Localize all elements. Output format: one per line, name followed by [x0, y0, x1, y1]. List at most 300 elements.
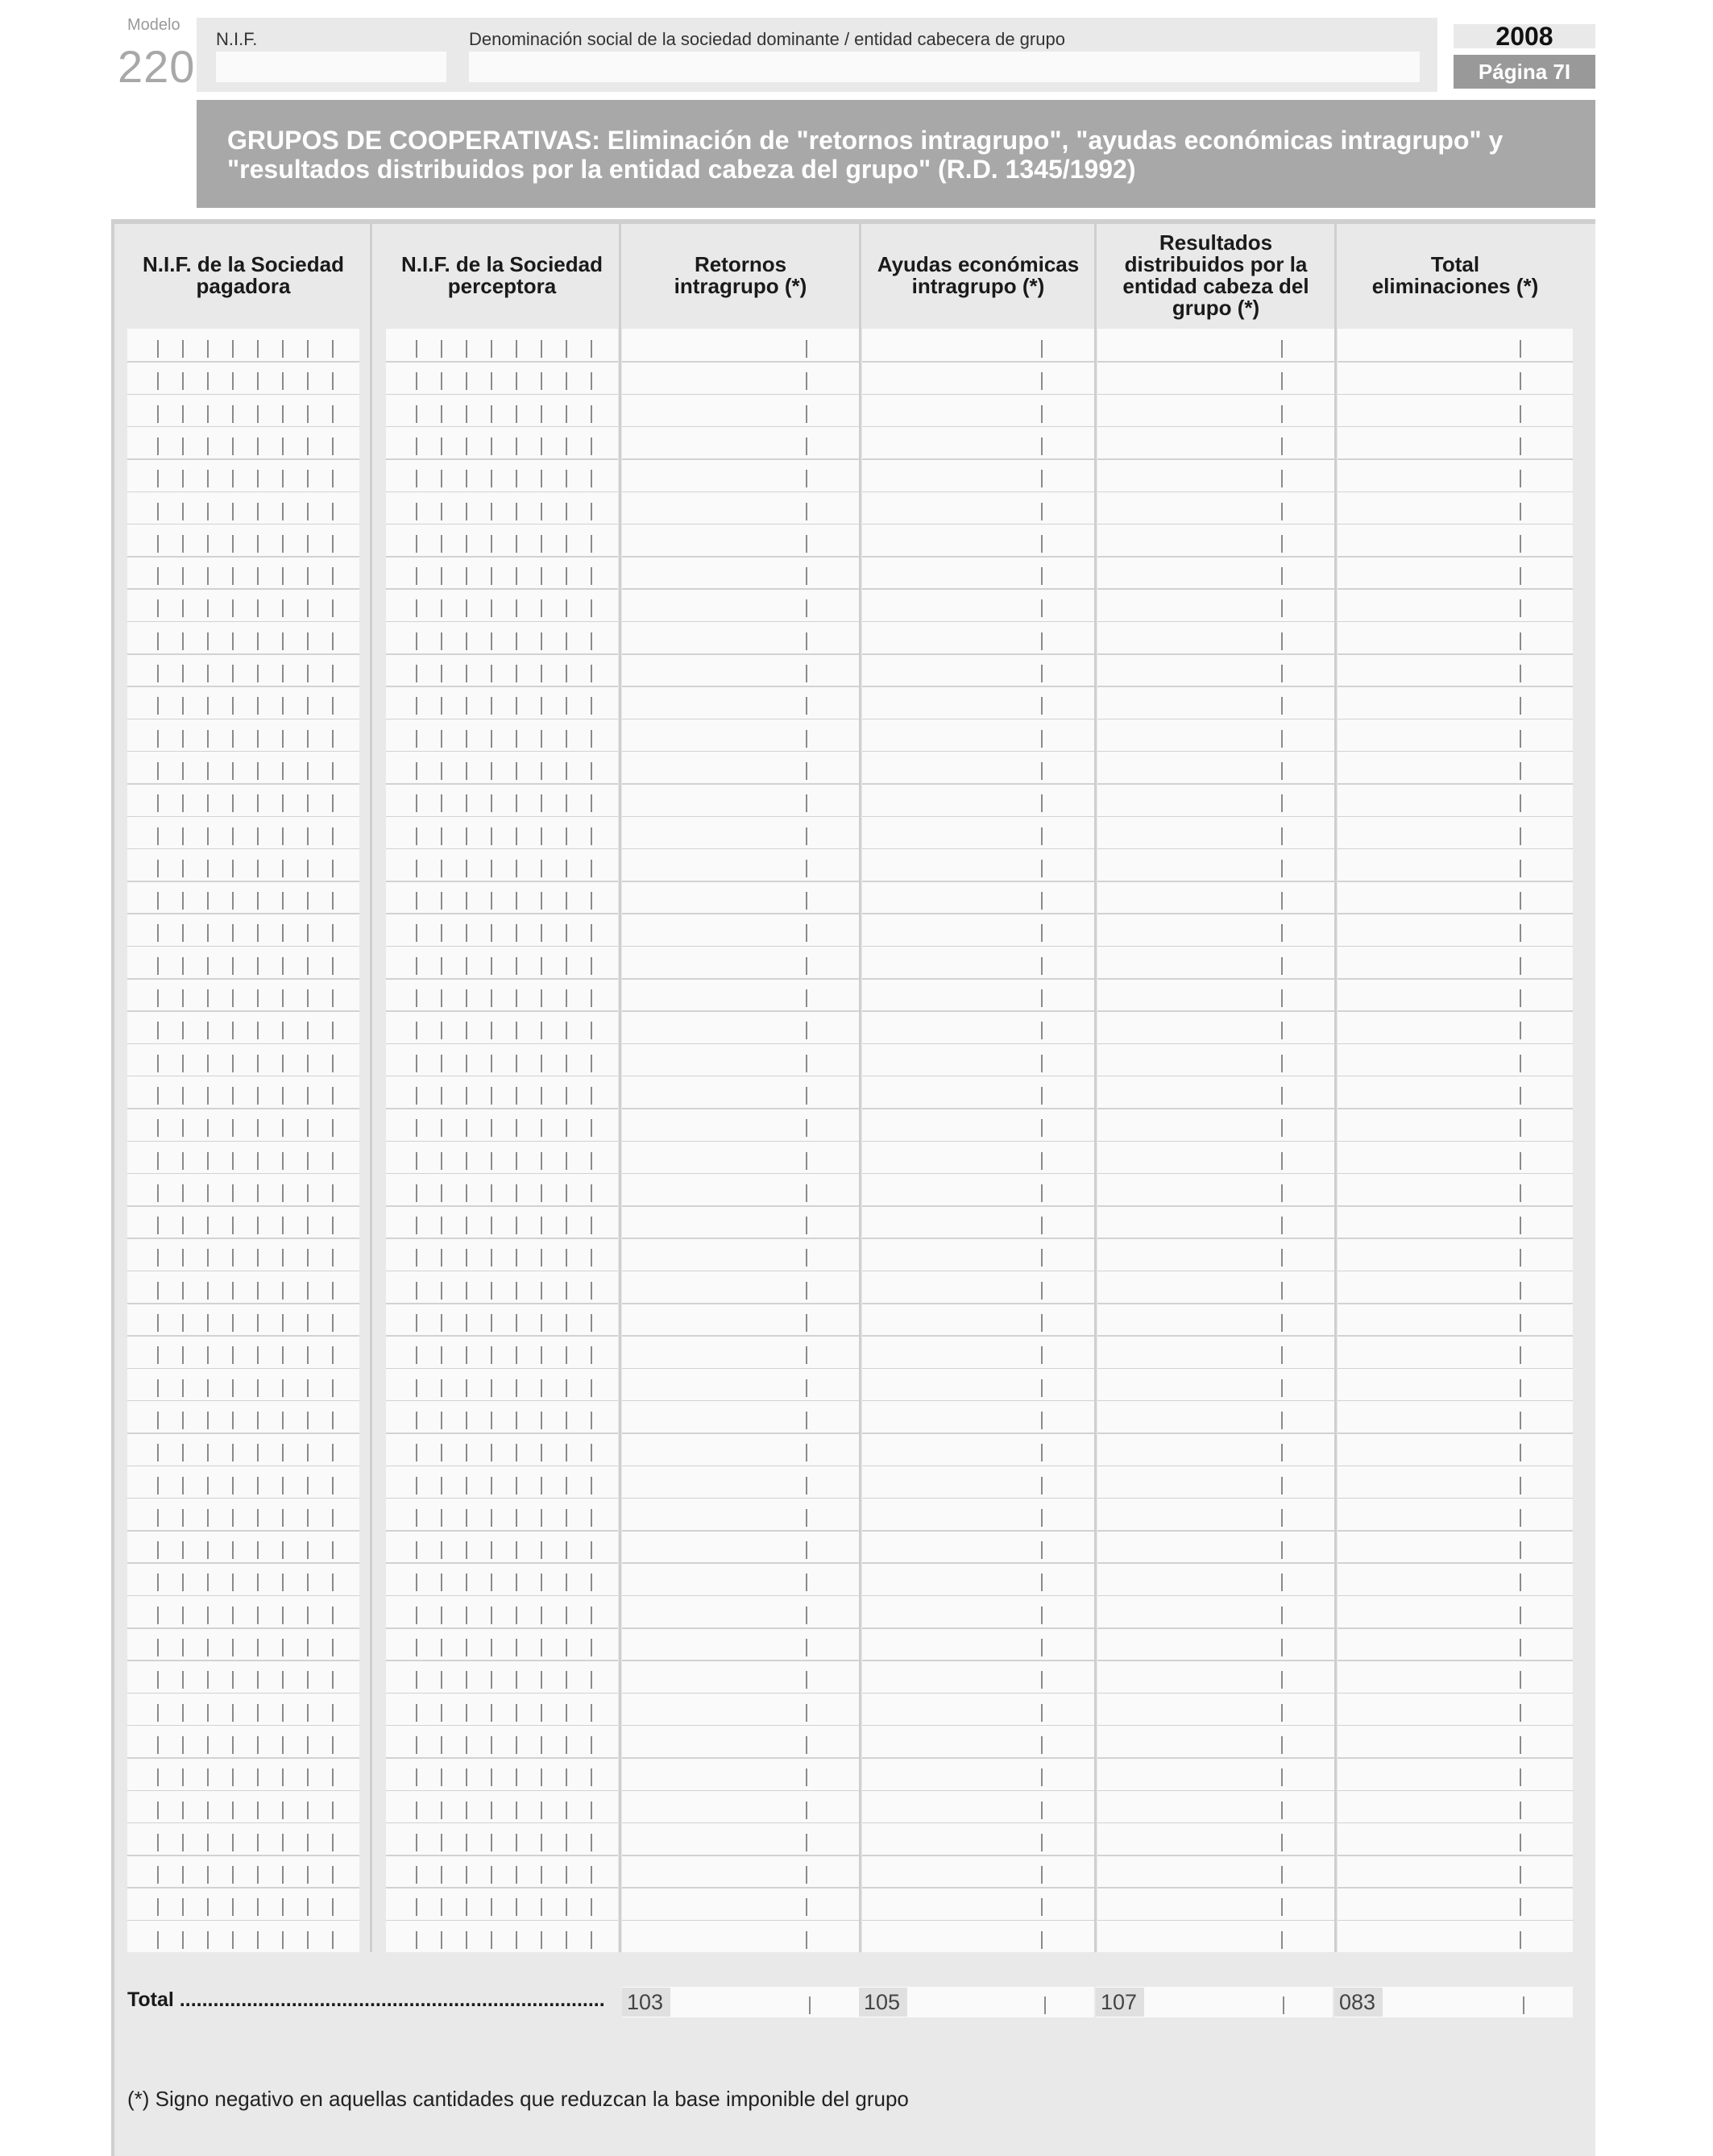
- digit-separator: [307, 860, 309, 877]
- digit-separator: [257, 1217, 259, 1234]
- digit-separator: [232, 762, 234, 780]
- row-divider: [1338, 1530, 1573, 1532]
- row-divider: [862, 1790, 1094, 1792]
- digit-separator: [516, 437, 517, 455]
- digit-separator: [282, 794, 284, 812]
- digit-separator: [516, 730, 517, 748]
- row-divider: [386, 1790, 618, 1792]
- digit-separator: [491, 437, 492, 455]
- digit-separator: [182, 1184, 184, 1202]
- digit-separator: [282, 503, 284, 520]
- decimal-separator: [806, 1671, 807, 1689]
- decimal-separator: [806, 535, 807, 553]
- decimal-separator: [1041, 730, 1043, 748]
- decimal-separator: [806, 762, 807, 780]
- digit-separator: [491, 372, 492, 390]
- digit-separator: [441, 599, 442, 617]
- decimal-separator: [806, 1217, 807, 1234]
- digit-separator: [182, 1573, 184, 1591]
- digit-separator: [491, 1152, 492, 1170]
- digit-separator: [282, 762, 284, 780]
- row-divider: [622, 1725, 859, 1727]
- digit-separator: [257, 1541, 259, 1559]
- digit-separator: [441, 1866, 442, 1884]
- row-divider: [862, 1238, 1094, 1239]
- digit-separator: [257, 1152, 259, 1170]
- digit-separator: [441, 535, 442, 553]
- digit-separator: [566, 860, 567, 877]
- digit-separator: [591, 1802, 592, 1819]
- digit-separator: [441, 632, 442, 650]
- digit-separator: [591, 1055, 592, 1072]
- row-divider: [622, 1757, 859, 1759]
- row-divider: [622, 361, 859, 363]
- digit-separator: [416, 535, 417, 553]
- row-divider: [1338, 556, 1573, 558]
- decimal-separator: [1041, 1736, 1043, 1754]
- digit-separator: [257, 794, 259, 812]
- digit-separator: [157, 1119, 159, 1137]
- digit-separator: [232, 1022, 234, 1039]
- digit-separator: [591, 405, 592, 423]
- modelo-number: 220: [118, 41, 196, 92]
- digit-separator: [566, 340, 567, 358]
- row-divider: [622, 653, 859, 655]
- digit-separator: [182, 1607, 184, 1624]
- decimal-separator: [1520, 1282, 1521, 1300]
- digit-separator: [232, 1898, 234, 1916]
- digit-separator: [441, 827, 442, 845]
- digit-separator: [257, 1055, 259, 1072]
- digit-separator: [416, 1671, 417, 1689]
- digit-separator: [466, 827, 467, 845]
- row-divider: [127, 556, 359, 558]
- digit-separator: [282, 989, 284, 1007]
- digit-separator: [516, 827, 517, 845]
- digit-separator: [591, 1282, 592, 1300]
- digit-separator: [591, 1931, 592, 1949]
- digit-separator: [441, 1704, 442, 1722]
- digit-separator: [441, 470, 442, 487]
- digit-separator: [307, 1607, 309, 1624]
- digit-separator: [541, 665, 542, 682]
- digit-separator: [541, 794, 542, 812]
- row-divider: [1097, 1790, 1334, 1792]
- digit-separator: [516, 1119, 517, 1137]
- digit-separator: [182, 1379, 184, 1397]
- digit-separator: [441, 1282, 442, 1300]
- digit-separator: [157, 697, 159, 715]
- digit-separator: [282, 1087, 284, 1105]
- digit-separator: [157, 665, 159, 682]
- row-divider: [1338, 1335, 1573, 1337]
- digit-separator: [182, 1022, 184, 1039]
- row-divider: [1338, 686, 1573, 687]
- digit-separator: [441, 1184, 442, 1202]
- row-divider: [1097, 1335, 1334, 1337]
- digit-separator: [466, 892, 467, 910]
- decimal-separator: [1041, 1249, 1043, 1267]
- digit-separator: [541, 1509, 542, 1527]
- digit-separator: [566, 632, 567, 650]
- digit-separator: [516, 1412, 517, 1429]
- decimal-separator: [1281, 1898, 1283, 1916]
- decimal-separator: [806, 860, 807, 877]
- decimal-separator: [1281, 1607, 1283, 1624]
- digit-separator: [307, 1217, 309, 1234]
- digit-separator: [207, 1022, 209, 1039]
- digit-separator: [541, 535, 542, 553]
- digit-separator: [157, 827, 159, 845]
- decimal-separator: [1281, 730, 1283, 748]
- decimal-separator: [1281, 794, 1283, 812]
- row-divider: [1338, 394, 1573, 396]
- row-divider: [622, 1498, 859, 1499]
- digit-separator: [282, 372, 284, 390]
- digit-separator: [416, 1282, 417, 1300]
- digit-separator: [566, 1249, 567, 1267]
- digit-separator: [157, 1282, 159, 1300]
- digit-separator: [232, 1541, 234, 1559]
- digit-separator: [332, 1282, 334, 1300]
- row-divider: [1338, 1238, 1573, 1239]
- decimal-separator: [1281, 372, 1283, 390]
- digit-separator: [257, 340, 259, 358]
- row-divider: [862, 946, 1094, 947]
- row-divider: [1097, 1855, 1334, 1856]
- decimal-separator: [1520, 1217, 1521, 1234]
- digit-separator: [232, 957, 234, 975]
- digit-separator: [591, 1834, 592, 1851]
- column-separator: [619, 222, 621, 1952]
- digit-separator: [466, 1217, 467, 1234]
- column-header-text: N.I.F. de la Sociedad: [401, 252, 603, 276]
- digit-separator: [207, 1477, 209, 1495]
- decimal-separator: [1520, 1184, 1521, 1202]
- digit-separator: [416, 665, 417, 682]
- digit-separator: [441, 340, 442, 358]
- digit-separator: [516, 1346, 517, 1364]
- digit-separator: [307, 1736, 309, 1754]
- decimal-separator: [1520, 1444, 1521, 1462]
- digit-separator: [541, 957, 542, 975]
- digit-separator: [516, 567, 517, 585]
- decimal-separator: [1520, 405, 1521, 423]
- row-divider: [127, 1368, 359, 1370]
- digit-separator: [257, 892, 259, 910]
- digit-separator: [157, 470, 159, 487]
- digit-separator: [257, 470, 259, 487]
- decimal-separator: [1281, 1834, 1283, 1851]
- row-divider: [127, 1693, 359, 1694]
- digit-separator: [257, 503, 259, 520]
- digit-separator: [232, 1704, 234, 1722]
- row-divider: [622, 1271, 859, 1272]
- digit-separator: [282, 1898, 284, 1916]
- digit-separator: [416, 1866, 417, 1884]
- digit-separator: [491, 1541, 492, 1559]
- digit-separator: [466, 340, 467, 358]
- row-divider: [862, 1855, 1094, 1856]
- digit-separator: [257, 1314, 259, 1332]
- nif-field[interactable]: [216, 52, 446, 82]
- digit-separator: [566, 1314, 567, 1332]
- row-divider: [1097, 1627, 1334, 1629]
- decimal-separator: [806, 1541, 807, 1559]
- row-divider: [862, 361, 1094, 363]
- digit-separator: [591, 1768, 592, 1786]
- digit-separator: [332, 535, 334, 553]
- row-divider: [386, 556, 618, 558]
- row-divider: [127, 783, 359, 785]
- digit-separator: [441, 1314, 442, 1332]
- digit-separator: [307, 1444, 309, 1462]
- decimal-separator: [1520, 1477, 1521, 1495]
- row-divider: [862, 1141, 1094, 1142]
- digit-separator: [541, 405, 542, 423]
- digit-separator: [207, 1866, 209, 1884]
- digit-separator: [516, 503, 517, 520]
- digit-separator: [441, 1768, 442, 1786]
- digit-separator: [591, 567, 592, 585]
- row-divider: [386, 1725, 618, 1727]
- digit-separator: [332, 1639, 334, 1656]
- row-divider: [386, 524, 618, 525]
- denominacion-field[interactable]: [469, 52, 1420, 82]
- row-divider: [622, 1595, 859, 1597]
- row-divider: [386, 1368, 618, 1370]
- digit-separator: [282, 632, 284, 650]
- digit-separator: [332, 1477, 334, 1495]
- row-divider: [1097, 1303, 1334, 1304]
- total-box-code: 105: [859, 1988, 907, 2017]
- row-divider: [1097, 751, 1334, 753]
- digit-separator: [282, 1249, 284, 1267]
- row-divider: [622, 1368, 859, 1370]
- decimal-separator: [1520, 697, 1521, 715]
- decimal-separator: [1041, 503, 1043, 520]
- digit-separator: [416, 1509, 417, 1527]
- digit-separator: [441, 1736, 442, 1754]
- digit-separator: [541, 1444, 542, 1462]
- digit-separator: [491, 989, 492, 1007]
- digit-separator: [307, 1055, 309, 1072]
- row-divider: [622, 1205, 859, 1207]
- digit-separator: [541, 1768, 542, 1786]
- digit-separator: [182, 1412, 184, 1429]
- digit-separator: [332, 1152, 334, 1170]
- digit-separator: [516, 1834, 517, 1851]
- row-divider: [622, 881, 859, 882]
- digit-separator: [416, 1573, 417, 1591]
- row-divider: [386, 426, 618, 428]
- digit-separator: [441, 567, 442, 585]
- digit-separator: [491, 340, 492, 358]
- decimal-separator: [1520, 1704, 1521, 1722]
- digit-separator: [157, 1931, 159, 1949]
- digit-separator: [441, 665, 442, 682]
- digit-separator: [307, 1768, 309, 1786]
- decimal-separator: [1041, 632, 1043, 650]
- digit-separator: [307, 1314, 309, 1332]
- digit-separator: [182, 1541, 184, 1559]
- digit-separator: [157, 730, 159, 748]
- digit-separator: [157, 1898, 159, 1916]
- digit-separator: [491, 892, 492, 910]
- digit-separator: [416, 1119, 417, 1137]
- digit-separator: [541, 1573, 542, 1591]
- decimal-separator: [806, 1834, 807, 1851]
- digit-separator: [591, 1607, 592, 1624]
- digit-separator: [516, 1573, 517, 1591]
- row-divider: [862, 1693, 1094, 1694]
- digit-separator: [566, 1477, 567, 1495]
- digit-separator: [307, 1282, 309, 1300]
- digit-separator: [416, 1379, 417, 1397]
- digit-separator: [566, 1022, 567, 1039]
- row-divider: [622, 1693, 859, 1694]
- digit-separator: [182, 1477, 184, 1495]
- digit-separator: [416, 405, 417, 423]
- digit-separator: [207, 762, 209, 780]
- digit-separator: [566, 1346, 567, 1364]
- digit-separator: [566, 1444, 567, 1462]
- digit-separator: [282, 567, 284, 585]
- digit-separator: [282, 1282, 284, 1300]
- digit-separator: [182, 892, 184, 910]
- digit-separator: [207, 1249, 209, 1267]
- row-divider: [1338, 946, 1573, 947]
- digit-separator: [466, 1802, 467, 1819]
- column-header-1: [127, 226, 359, 325]
- row-divider: [862, 1010, 1094, 1012]
- digit-separator: [282, 892, 284, 910]
- digit-separator: [491, 1768, 492, 1786]
- row-divider: [622, 946, 859, 947]
- digit-separator: [566, 1607, 567, 1624]
- decimal-separator: [1281, 567, 1283, 585]
- digit-separator: [466, 470, 467, 487]
- digit-separator: [232, 1573, 234, 1591]
- row-divider: [127, 1498, 359, 1499]
- decimal-separator: [1520, 1639, 1521, 1656]
- digit-separator: [232, 892, 234, 910]
- digit-separator: [332, 924, 334, 942]
- decimal-separator: [1520, 1119, 1521, 1137]
- digit-separator: [157, 340, 159, 358]
- digit-separator: [516, 1639, 517, 1656]
- digit-separator: [591, 1152, 592, 1170]
- row-divider: [1338, 1173, 1573, 1175]
- row-divider: [127, 621, 359, 623]
- decimal-separator: [1041, 1704, 1043, 1722]
- decimal-separator: [1520, 1249, 1521, 1267]
- row-divider: [862, 1595, 1094, 1597]
- decimal-separator: [1520, 1541, 1521, 1559]
- digit-separator: [541, 989, 542, 1007]
- digit-separator: [491, 405, 492, 423]
- row-divider: [386, 1757, 618, 1759]
- row-divider: [622, 556, 859, 558]
- row-divider: [386, 394, 618, 396]
- decimal-separator: [1281, 1217, 1283, 1234]
- digit-separator: [332, 567, 334, 585]
- digit-separator: [491, 730, 492, 748]
- digit-separator: [257, 1768, 259, 1786]
- row-divider: [1097, 1400, 1334, 1402]
- decimal-separator: [806, 1509, 807, 1527]
- digit-separator: [232, 405, 234, 423]
- row-divider: [1097, 1076, 1334, 1077]
- digit-separator: [466, 1379, 467, 1397]
- digit-separator: [416, 892, 417, 910]
- row-divider: [1338, 1368, 1573, 1370]
- decimal-separator: [1041, 794, 1043, 812]
- digit-separator: [307, 470, 309, 487]
- decimal-separator: [1041, 437, 1043, 455]
- digit-separator: [491, 1087, 492, 1105]
- digit-separator: [516, 1152, 517, 1170]
- row-divider: [386, 1141, 618, 1142]
- digit-separator: [232, 1119, 234, 1137]
- row-divider: [1338, 1693, 1573, 1694]
- digit-separator: [257, 437, 259, 455]
- decimal-separator: [806, 405, 807, 423]
- digit-separator: [541, 1314, 542, 1332]
- digit-separator: [232, 1639, 234, 1656]
- digit-separator: [257, 1736, 259, 1754]
- digit-separator: [282, 1477, 284, 1495]
- digit-separator: [157, 405, 159, 423]
- decimal-separator: [1281, 1022, 1283, 1039]
- digit-separator: [541, 860, 542, 877]
- row-divider: [1338, 1400, 1573, 1402]
- decimal-separator: [1281, 340, 1283, 358]
- digit-separator: [491, 794, 492, 812]
- digit-separator: [157, 1509, 159, 1527]
- digit-separator: [257, 535, 259, 553]
- digit-separator: [416, 1736, 417, 1754]
- digit-separator: [182, 405, 184, 423]
- digit-separator: [441, 1346, 442, 1364]
- row-divider: [386, 491, 618, 493]
- decimal-separator: [1041, 405, 1043, 423]
- digit-separator: [182, 1087, 184, 1105]
- digit-separator: [466, 567, 467, 585]
- digit-separator: [332, 1087, 334, 1105]
- digit-separator: [566, 697, 567, 715]
- digit-separator: [591, 1573, 592, 1591]
- digit-separator: [282, 1541, 284, 1559]
- digit-separator: [466, 957, 467, 975]
- row-divider: [1097, 1368, 1334, 1370]
- digit-separator: [282, 1802, 284, 1819]
- digit-separator: [516, 1802, 517, 1819]
- row-divider: [127, 1920, 359, 1922]
- digit-separator: [307, 665, 309, 682]
- column-header-text: intragrupo (*): [911, 274, 1045, 298]
- digit-separator: [182, 632, 184, 650]
- digit-separator: [541, 1249, 542, 1267]
- row-divider: [862, 1043, 1094, 1045]
- row-divider: [622, 1173, 859, 1175]
- digit-separator: [416, 1477, 417, 1495]
- digit-separator: [566, 1671, 567, 1689]
- decimal-separator: [1041, 827, 1043, 845]
- row-divider: [127, 1855, 359, 1856]
- digit-separator: [541, 697, 542, 715]
- row-divider: [1338, 1887, 1573, 1889]
